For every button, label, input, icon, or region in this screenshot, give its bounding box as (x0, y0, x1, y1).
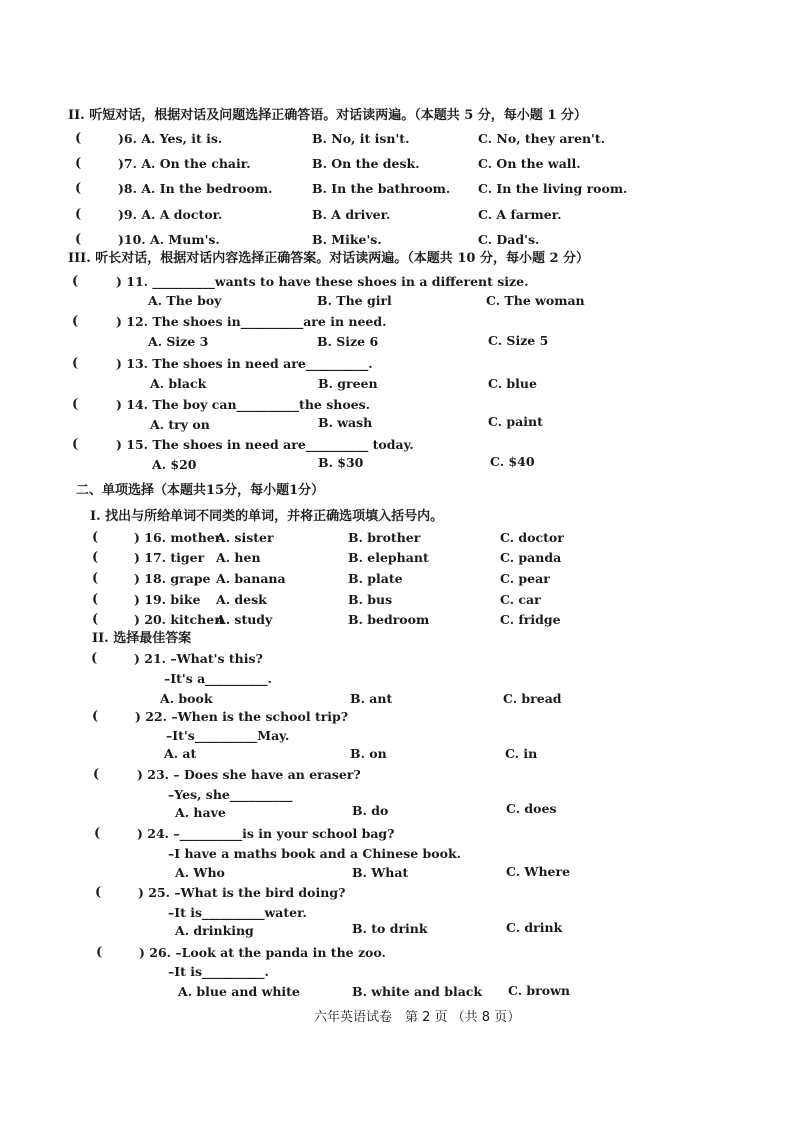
option-c: C. brown (508, 983, 570, 998)
option-a: A. try on (150, 417, 210, 432)
dialogue-reply: –It's__________May. (166, 728, 290, 743)
option-a: A. at (164, 746, 197, 761)
option-c: C. bread (503, 691, 562, 706)
option-b: B. A driver. (312, 207, 391, 222)
option-b: B. The girl (317, 293, 392, 308)
question-stem: )7. A. On the chair. (118, 156, 251, 171)
option-c: C. blue (488, 376, 537, 391)
answer-paren[interactable]: ( (92, 592, 99, 607)
option-b: B. Size 6 (317, 334, 379, 349)
question-stem: ) 20. kitchen (134, 612, 224, 627)
answer-paren[interactable]: ( (75, 181, 82, 196)
option-c: C. panda (500, 550, 562, 565)
option-a: A. hen (216, 550, 261, 565)
question-stem: ) 16. mother (134, 530, 222, 545)
section-iii-heading: III. 听长对话，根据对话内容选择正确答案。对话读两遍。（本题共 10 分，每小题 2 分） (68, 251, 590, 266)
answer-paren[interactable]: ( (92, 550, 99, 565)
question-stem: ) 18. grape (134, 571, 211, 586)
option-c: C. Where (506, 864, 571, 879)
option-a: A. desk (216, 592, 267, 607)
question-stem: )6. A. Yes, it is. (118, 131, 223, 146)
option-c: C. pear (500, 571, 550, 586)
option-b: B. No, it isn't. (312, 131, 410, 146)
answer-paren[interactable]: ( (72, 397, 79, 412)
option-c: C. A farmer. (478, 207, 562, 222)
option-a: A. black (150, 376, 207, 391)
answer-paren[interactable]: ( (96, 945, 103, 960)
answer-paren[interactable]: ( (94, 826, 101, 841)
option-a: A. blue and white (178, 984, 300, 999)
option-c: C. paint (488, 414, 543, 429)
answer-paren[interactable]: ( (72, 314, 79, 329)
option-c: C. drink (506, 920, 563, 935)
answer-paren[interactable]: ( (95, 885, 102, 900)
question-stem: )9. A. A doctor. (118, 207, 223, 222)
answer-paren[interactable]: ( (72, 356, 79, 371)
option-c: C. No, they aren't. (478, 131, 606, 146)
answer-paren[interactable]: ( (93, 767, 100, 782)
question-stem: ) 12. The shoes in__________are in need. (116, 314, 387, 329)
dialogue-reply: –It is__________. (168, 964, 269, 979)
option-a: A. book (160, 691, 213, 706)
option-b: B. to drink (352, 921, 428, 936)
option-a: A. Size 3 (148, 334, 209, 349)
answer-paren[interactable]: ( (75, 131, 82, 146)
option-c: C. car (500, 592, 541, 607)
option-a: A. study (216, 612, 273, 627)
option-c: C. On the wall. (478, 156, 581, 171)
option-c: C. Dad's. (478, 232, 540, 247)
answer-paren[interactable]: ( (72, 437, 79, 452)
sub-ii-heading: II. 选择最佳答案 (92, 631, 192, 646)
option-a: A. sister (216, 530, 274, 545)
answer-paren[interactable]: ( (92, 709, 99, 724)
answer-paren[interactable]: ( (75, 232, 82, 247)
question-stem: )10. A. Mum's. (118, 232, 220, 247)
dialogue-reply: –Yes, she__________ (168, 787, 293, 802)
question-stem: ) 17. tiger (134, 550, 205, 565)
option-b: B. Mike's. (312, 232, 382, 247)
option-b: B. do (352, 803, 389, 818)
option-a: A. banana (216, 571, 286, 586)
option-c: C. fridge (500, 612, 561, 627)
question-stem: ) 21. –What's this? (134, 651, 263, 666)
option-b: B. What (352, 865, 409, 880)
section-ii-heading: II. 听短对话，根据对话及问题选择正确答语。对话读两遍。（本题共 5 分，每小题 1 分） (68, 108, 587, 123)
option-b: B. plate (348, 571, 403, 586)
option-b: B. elephant (348, 550, 429, 565)
option-b: B. green (318, 376, 378, 391)
option-b: B. $30 (318, 455, 364, 470)
option-a: A. have (175, 805, 226, 820)
question-stem: ) 11. __________wants to have these shoes in a different size. (116, 274, 529, 289)
question-stem: ) 22. –When is the school trip? (135, 709, 349, 724)
option-b: B. white and black (352, 984, 483, 999)
option-c: C. Size 5 (488, 333, 549, 348)
question-stem: ) 13. The shoes in need are__________. (116, 356, 373, 371)
option-b: B. ant (350, 691, 393, 706)
option-b: B. brother (348, 530, 421, 545)
answer-paren[interactable]: ( (92, 612, 99, 627)
question-stem: ) 14. The boy can__________the shoes. (116, 397, 371, 412)
option-b: B. bedroom (348, 612, 430, 627)
option-b: B. In the bathroom. (312, 181, 451, 196)
option-c: C. does (506, 801, 557, 816)
option-a: A. drinking (175, 923, 254, 938)
answer-paren[interactable]: ( (75, 156, 82, 171)
question-stem: ) 25. –What is the bird doing? (138, 885, 346, 900)
option-b: B. bus (348, 592, 393, 607)
question-stem: ) 23. – Does she have an eraser? (137, 767, 361, 782)
dialogue-reply: –I have a maths book and a Chinese book. (168, 846, 461, 861)
question-stem: ) 15. The shoes in need are__________ today. (116, 437, 414, 452)
answer-paren[interactable]: ( (72, 274, 79, 289)
dialogue-reply: –It's a__________. (164, 671, 273, 686)
answer-paren[interactable]: ( (75, 207, 82, 222)
answer-paren[interactable]: ( (91, 651, 98, 666)
answer-paren[interactable]: ( (92, 530, 99, 545)
part-two-heading: 二、单项选择（本题共15分，每小题1分） (76, 483, 325, 498)
option-c: C. in (505, 746, 538, 761)
question-stem: ) 24. –__________is in your school bag? (137, 826, 395, 841)
option-b: B. on (350, 746, 387, 761)
question-stem: ) 19. bike (134, 592, 201, 607)
sub-i-heading: I. 找出与所给单词不同类的单词，并将正确选项填入括号内。 (90, 509, 444, 524)
option-b: B. On the desk. (312, 156, 420, 171)
option-c: C. The woman (486, 293, 585, 308)
question-stem: ) 26. –Look at the panda in the zoo. (139, 945, 386, 960)
option-c: C. In the living room. (478, 181, 628, 196)
option-c: C. $40 (490, 454, 535, 469)
option-c: C. doctor (500, 530, 564, 545)
option-a: A. The boy (148, 293, 222, 308)
option-a: A. $20 (152, 457, 197, 472)
option-a: A. Who (175, 865, 225, 880)
page-footer: 六年英语试卷 第 2 页 （共 8 页） (314, 1010, 521, 1025)
answer-paren[interactable]: ( (92, 571, 99, 586)
question-stem: )8. A. In the bedroom. (118, 181, 273, 196)
dialogue-reply: –It is__________water. (168, 905, 307, 920)
option-b: B. wash (318, 415, 373, 430)
